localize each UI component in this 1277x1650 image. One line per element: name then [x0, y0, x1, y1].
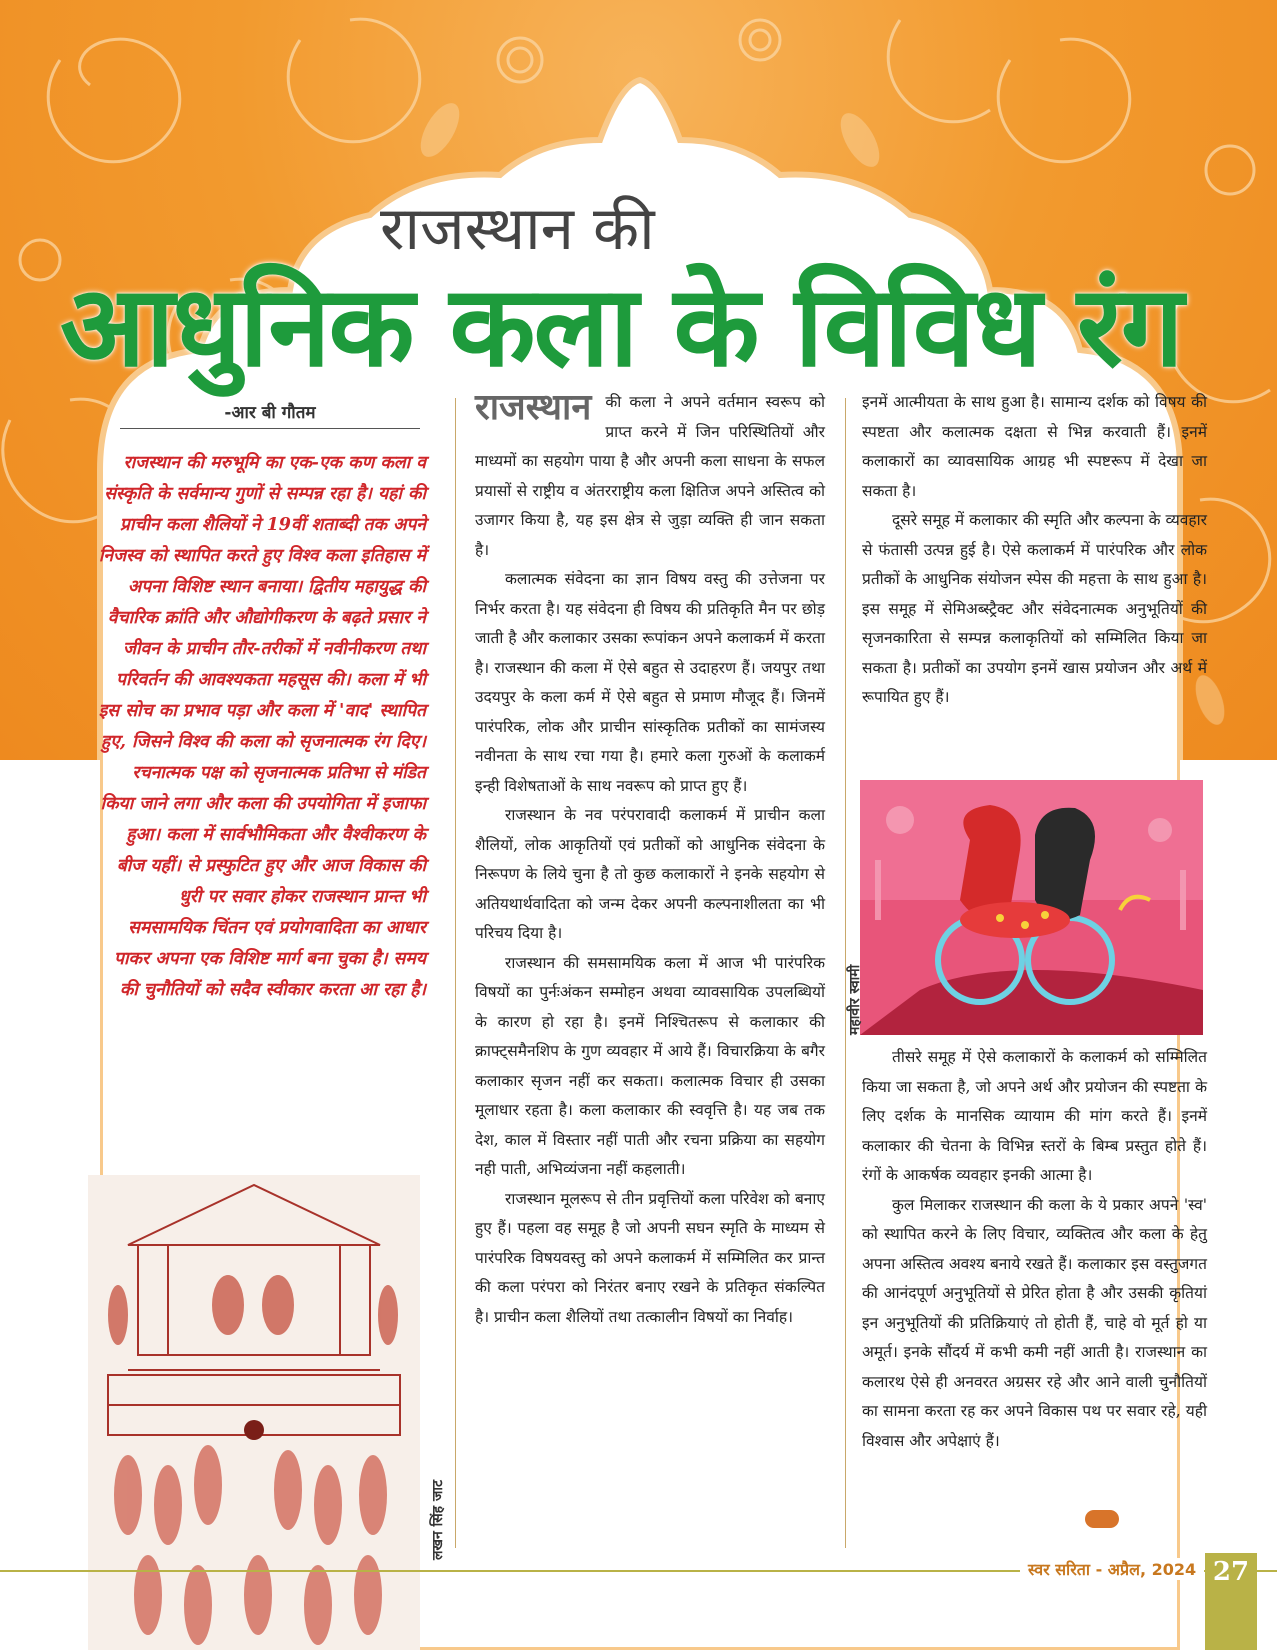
body-paragraph: राजस्थान के नव परंपरावादी कलाकर्म में प्राचीन कला शैलियों, लोक आकृतियों एवं प्रतीकों को आधुनिक संवेदना के निरूपण के लिये चुना है तो कुछ कलाकारों ने इनके सहयोग से अतियथार्थवादिता को जन्म देकर अपनी कल्पनाशीलता का भी परिचय दिया है।: [475, 806, 825, 942]
painting-credit: महावीर स्वामी: [847, 964, 863, 1035]
body-paragraph: राजस्थान की कला ने अपने वर्तमान स्वरूप को प्राप्त करने में जिन परिस्थितियों और माध्यमों का सहयोग पाया है और अपनी कला साधना के सफल प्रयासों से राष्ट्रीय व अंतरराष्ट्रीय कला क्षितिज अपने अस्तित्व को उजागर किया है, यह इस क्षेत्र से जुड़ा व्यक्ति ही जान सकता है।: [475, 387, 825, 559]
page-number: 27: [1205, 1553, 1257, 1650]
footer-magazine: स्वर सरिता - अप्रैल, 2024: [1020, 1558, 1204, 1580]
author-byline: -आर बी गौतम: [120, 400, 420, 429]
body-paragraph: कलात्मक संवेदना का ज्ञान विषय वस्तु की उत्तेजना पर निर्भर करता है। यह संवेदना ही विषय की प्रतिकृति मैन पर छोड़ जाती है और कलाकार उसका रूपांकन अपने कलाकर्म में करता है। राजस्थान की कला में ऐसे बहुत से उदाहरण हैं। जयपुर तथा उदयपुर के कला कर्म में ऐसे बहुत से प्रमाण मौजूद हैं। जिनमें पारंपरिक, लोक और प्राचीन सांस्कृतिक प्रतीकों का सामंजस्य नवीनता के साथ रचा गया है। हमारे कला गुरुओं के कलाकर्म इन्ही विशेषताओं के साथ नवरूप को प्राप्त हुए हैं।: [475, 570, 825, 795]
column-rule: [455, 398, 456, 1548]
body-paragraph: इनमें आत्मीयता के साथ हुआ है। सामान्य दर्शक को विषय की स्पष्टता और कलात्मक दक्षता से भिन्न करवाती हैं। इनमें कलाकारों का व्यावसायिक आग्रह भी स्पष्टरूप में देखा जा सकता है।: [862, 393, 1207, 500]
painting-cyclists: [860, 780, 1203, 1035]
body-paragraph: राजस्थान मूलरूप से तीन प्रवृत्तियों कला परिवेश को बनाए हुए हैं। पहला वह समूह है जो अपनी सघन स्मृति के माध्यम से पारंपरिक विषयवस्तु को अपने कलाकर्म में सम्मिलित कर प्रान्त की कला परंपरा को निरंतर बनाए रखने के प्रतिकृत संकल्पित है। प्राचीन कला शैलियों तथा तत्कालीन विषयों का निर्वाह।: [475, 1189, 825, 1326]
body-column-2: [862, 388, 1207, 713]
body-paragraph: राजस्थान की समसामयिक कला में आज भी पारंपरिक विषयों का पुर्नःअंकन सम्मोहन अथवा व्यावसायिक उपलब्धियों के कारण हो रहा है। इनमें निश्चितरूप से कलाकार की क्राफ्ट्समैनशिप के गुण व्यवहार में आये हैं। विचारक्रिया के बगैर कलाकार सृजन नहीं कर सकता। कलात्मक विचार ही उसका मूलाधार रहता है। कला कलाकार की स्ववृत्ति है। यह जब तक देश, काल में विस्तार नहीं पाती और रचना प्रक्रिया का सहयोग नही पाती, अभिव्यंजना नहीं कहलाती।: [475, 953, 825, 1178]
intro-standfirst: राजस्थान की मरुभूमि का एक-एक कण कला व संस्कृति के सर्वमान्य गुणों से सम्पन्न रहा है। यहां की प्राचीन कला शैलियों ने 19वीं शताब्दी तक अपने निजस्व को स्थापित करते हुए विश्व कला इतिहास में अपना विशिष्ट स्थान बनाया। द्वितीय महायुद्ध की वैचारिक क्रांति और औद्योगीकरण के बढ़ते प्रसार ने जीवन के प्राचीन तौर-तरीकों में नवीनीकरण तथा परिवर्तन की आवश्यकता महसूस की। कला में भी इस सोच का प्रभाव पड़ा और कला में 'वाद' स्थापित हुए, जिसने विश्व की कला को सृजनात्मक रंग दिए। रचनात्मक पक्ष को सृजनात्मक प्रतिभा से मंडित किया जाने लगा और कला की उपयोगिता में इजाफा हुआ। कला में सार्वभौमिकता और वैश्वीकरण के बीज यहीं। से प्रस्फुटित हुए और आज विकास की धुरी पर सवार होकर राजस्थान प्रान्त भी समसामयिक चिंतन एवं प्रयोगवादिता का आधार पाकर अपना एक विशिष्ट मार्ग बना चुका है। समय की चुनौतियों को सदैव स्वीकार करता आ रहा है।: [98, 453, 426, 1000]
body-paragraph: दूसरे समूह में कलाकार की स्मृति और कल्पना के व्यवहार से फंतासी उत्पन्न हुई है। ऐसे कलाकर्म में पारंपरिक और लोक प्रतीकों के आधुनिक संयोजन स्पेस की महत्ता के साथ हुआ है। इस समूह में सेमिअब्स्ट्रैक्ट और संवेदनात्मक अनुभूतियों की सृजनकारिता से सम्पन्न कलाकृतियों को सम्मिलित किया जा सकता है। प्रतीकों का उपयोग इनमें खास प्रयोजन और अर्थ में रूपायित हुए हैं।: [862, 511, 1207, 706]
drop-cap-word: राजस्थान: [475, 387, 592, 428]
body-paragraph: तीसरे समूह में ऐसे कलाकारों के कलाकर्म को सम्मिलित किया जा सकता है, जो अपने अर्थ और प्रयोजन की स्पष्टता के लिए दर्शक के मानसिक व्यायाम की मांग करते हैं। इनमें कलाकार की चेतना के विभिन्न स्तरों के बिम्ब प्रस्तुत होते हैं। रंगों के आकर्षक व्यवहार इनकी आत्मा है।: [862, 1048, 1207, 1184]
headline: आधुनिक कला के विविध रंग: [60, 262, 1182, 392]
headline-kicker: राजस्थान की: [380, 194, 655, 264]
body-column-2-continued: [862, 1043, 1207, 1456]
body-paragraph: कुल मिलाकर राजस्थान की कला के ये प्रकार अपने 'स्व' को स्थापित करने के लिए विचार, व्यक्तित्व और कला के हेतु अपना अस्तित्व अवश्य बनाये रखते हैं। कलाकार इस वस्तुजगत की आनंदपूर्ण अनुभूतियों से प्रेरित होता है और उसकी कृतियां इन अनुभूतियों की प्रतिक्रियाएं तो होती हैं, चाहे वो मूर्त हो या अमूर्त। इनके सौंदर्य में कभी कमी नहीं आती है। राजस्थान का कलारथ ऐसे ही अनवरत अग्रसर रहे और आने वाली चुनौतियों का सामना करता रह कर अपने विकास पथ पर सवार रहे, यही विश्वास और अपेक्षाएं हैं।: [862, 1195, 1207, 1450]
painting-traditional-court: [88, 1175, 420, 1650]
end-mark-icon: [1085, 1510, 1119, 1528]
painting-credit: लखन सिंह जाट: [430, 1479, 446, 1560]
body-column-1: [475, 388, 825, 1332]
